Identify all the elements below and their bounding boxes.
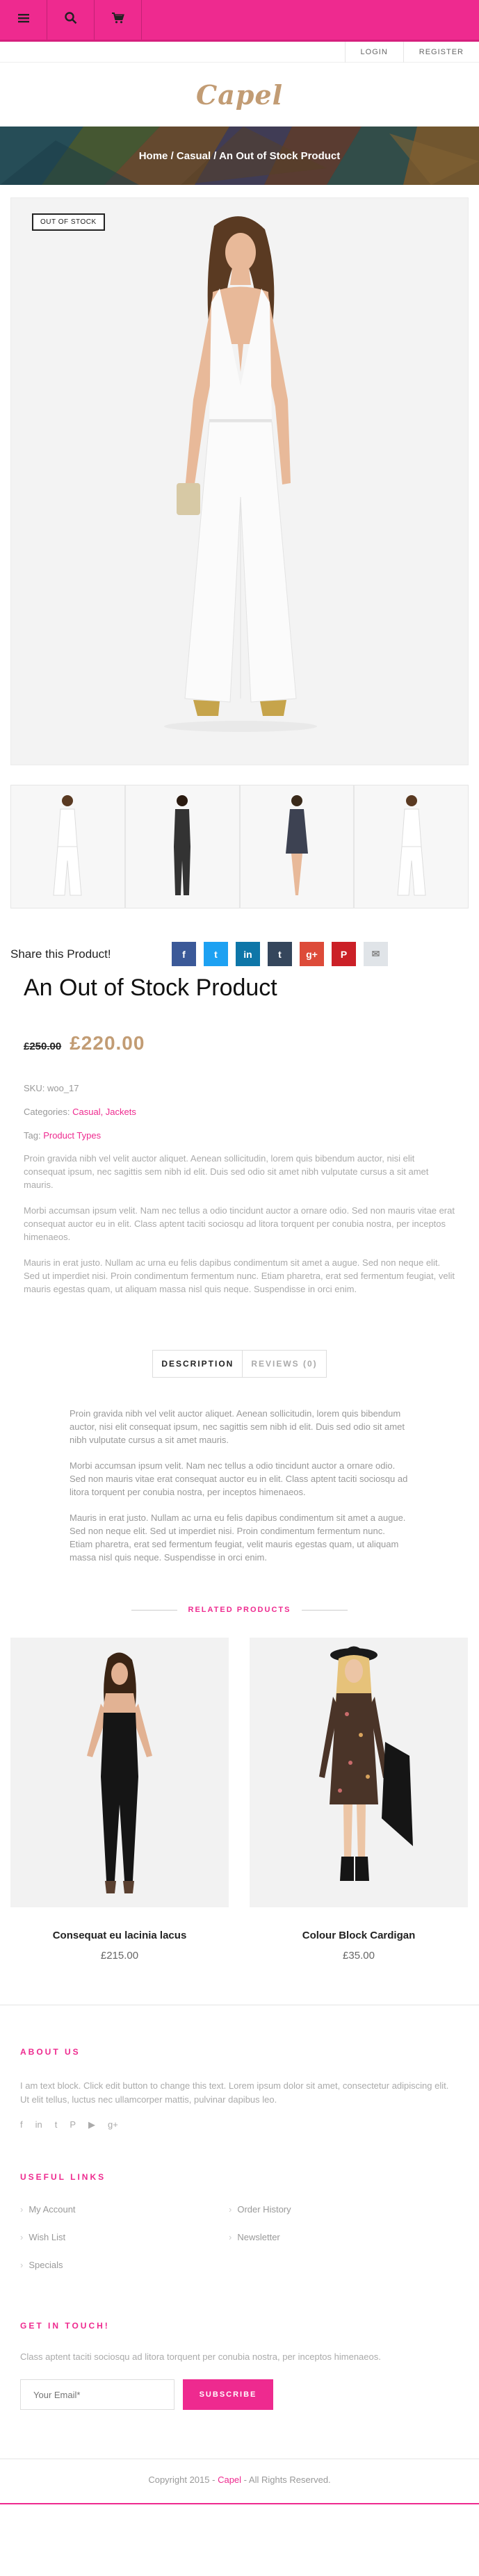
breadcrumb — [139, 150, 341, 162]
email-icon[interactable]: ✉ — [364, 942, 388, 966]
tumblr-icon[interactable]: t — [268, 942, 292, 966]
related-product-price: £35.00 — [343, 1950, 375, 1962]
breadcrumb-home[interactable]: Home — [138, 149, 168, 162]
sale-price: £220.00 — [70, 1032, 145, 1054]
short-description — [0, 1148, 479, 1296]
divider — [131, 1610, 177, 1611]
tab-content — [0, 1378, 479, 1564]
site-logo[interactable]: Capel — [195, 79, 284, 111]
share-title: Share this Product! — [10, 947, 111, 961]
categories-label: Categories: — [24, 1107, 70, 1117]
related-product-name[interactable]: Consequat eu lacinia lacus — [52, 1930, 187, 1941]
related-product-image[interactable] — [10, 1638, 229, 1907]
divider — [302, 1610, 348, 1611]
product-meta — [0, 1054, 479, 1148]
product-main-image[interactable] — [10, 197, 469, 765]
copyright-suffix: - All Rights Reserved. — [243, 2475, 331, 2485]
logo-area — [0, 63, 479, 127]
copyright-prefix: Copyright 2015 - — [148, 2475, 216, 2485]
categories-links[interactable]: Casual, Jackets — [72, 1107, 136, 1117]
twitter-icon[interactable]: t — [54, 2119, 58, 2130]
product-title: An Out of Stock Product — [24, 975, 277, 1001]
top-bar — [0, 0, 479, 42]
tag-label: Tag: — [24, 1130, 41, 1141]
thumbnail-4[interactable] — [354, 785, 469, 908]
tag-line — [24, 1124, 455, 1148]
sku-line — [24, 1077, 455, 1100]
model-floral-dress-image — [250, 1638, 468, 1907]
copyright-brand[interactable]: Capel — [218, 2475, 242, 2485]
contact-heading: GET IN TOUCH! — [20, 2321, 110, 2331]
breadcrumb-sep: / — [213, 149, 217, 162]
account-bar — [0, 42, 479, 63]
facebook-icon[interactable]: f — [20, 2119, 23, 2130]
thumbnail-row — [10, 785, 469, 908]
search-button[interactable] — [47, 0, 95, 40]
related-grid — [0, 1638, 479, 1962]
tab-paragraph: Proin gravida nibh vel velit auctor aliquet. Aenean sollicitudin, lorem quis bibendum auctor, nisi elit consequat ipsum, nec sagittis sem nibh id elit. Duis sed odio sit amet nibh vulputate cursus a sit amet mauris. — [70, 1408, 405, 1445]
cart-icon — [111, 11, 125, 29]
related-title: RELATED PRODUCTS — [188, 1606, 291, 1614]
copyright — [0, 2459, 479, 2503]
footer-link-specials[interactable]: › Specials — [20, 2251, 229, 2279]
linkedin-icon[interactable]: in — [35, 2119, 42, 2130]
model-black-jumpsuit-image — [10, 1638, 229, 1907]
tab-description[interactable]: DESCRIPTION — [153, 1351, 243, 1377]
price-row — [0, 1002, 479, 1054]
tag-link[interactable]: Product Types — [43, 1130, 102, 1141]
breadcrumb-sep: / — [170, 149, 174, 162]
footer-link-newsletter[interactable]: › Newsletter — [229, 2224, 437, 2251]
youtube-icon[interactable]: ▶ — [88, 2119, 96, 2130]
old-price: £250.00 — [24, 1041, 62, 1052]
about-heading: ABOUT US — [20, 2047, 81, 2057]
email-field[interactable] — [20, 2379, 174, 2410]
related-heading — [0, 1606, 479, 1614]
breadcrumb-category[interactable]: Casual — [176, 149, 211, 162]
cart-button[interactable] — [95, 0, 142, 40]
thumbnail-2[interactable] — [125, 785, 240, 908]
about-text: I am text block. Click edit button to change this text. Lorem ipsum dolor sit amet, consectetur adipiscing elit. Ut elit tellus, luctus nec ullamcorper mattis, pulvinar dapibus leo. — [20, 2080, 449, 2105]
related-product-name[interactable]: Colour Block Cardigan — [302, 1930, 416, 1941]
hamburger-icon — [17, 11, 31, 29]
useful-links — [20, 2196, 459, 2279]
related-product-price: £215.00 — [100, 1950, 139, 1962]
model-white-jumpsuit-image — [11, 198, 469, 765]
footer-social — [20, 2119, 459, 2130]
register-link[interactable]: REGISTER — [403, 42, 479, 63]
menu-button[interactable] — [0, 0, 47, 40]
related-product[interactable] — [10, 1638, 229, 1962]
facebook-icon[interactable]: f — [172, 942, 196, 966]
bottom-strip — [0, 2503, 479, 2504]
links-heading: USEFUL LINKS — [20, 2172, 106, 2182]
subscribe-button[interactable]: SUBSCRIBE — [183, 2379, 273, 2410]
tab-reviews[interactable]: REVIEWS (0) — [251, 1359, 318, 1369]
short-desc-paragraph: Mauris in erat justo. Nullam ac urna eu felis dapibus condimentum sit amet a augue. Sed non neque elit. Sed ut imperdiet nisi. Proin condimentum fermentum nunc. Etiam pharetra, erat sed fermentum feugiat, velit mauris egestas quam, ut aliquam massa nisl quis neque. Suspendisse in orci enim. — [24, 1257, 455, 1294]
sku-label: SKU: — [24, 1083, 45, 1093]
subscribe-form — [20, 2379, 459, 2410]
footer-link-wish-list[interactable]: › Wish List — [20, 2224, 229, 2251]
google-plus-icon[interactable]: g+ — [108, 2119, 118, 2130]
product-gallery — [0, 185, 479, 908]
product-tabs — [0, 1350, 479, 1378]
tab-paragraph: Mauris in erat justo. Nullam ac urna eu felis dapibus condimentum sit amet a augue. Sed non neque elit. Sed ut imperdiet nisi. Proin condimentum fermentum nunc. Etiam pharetra, erat sed fermentum feugiat, velit mauris egestas quam, ut aliquam massa nisl quis neque. Suspendisse in orci enim. — [70, 1513, 406, 1563]
tab-paragraph: Morbi accumsan ipsum velit. Nam nec tellus a odio tincidunt auctor a ornare odio. Sed non mauris vitae erat consequat auctor eu in elit. Class aptent taciti sociosqu ad litora torquent per conubia nostra, per inceptos himenaeos. — [70, 1460, 408, 1497]
share-row — [0, 942, 479, 966]
thumbnail-1[interactable] — [10, 785, 125, 908]
google-plus-icon[interactable]: g+ — [300, 942, 324, 966]
share-icons — [172, 942, 388, 966]
contact-text: Class aptent taciti sociosqu ad litora torquent per conubia nostra, per inceptos himenaeos. — [20, 2351, 381, 2362]
thumbnail-3[interactable] — [240, 785, 355, 908]
categories-line — [24, 1100, 455, 1124]
footer — [0, 2005, 479, 2410]
footer-link-order-history[interactable]: › Order History — [229, 2196, 437, 2224]
related-product-image[interactable] — [250, 1638, 468, 1907]
breadcrumb-banner — [0, 127, 479, 185]
sku-value: woo_17 — [47, 1083, 79, 1093]
search-icon — [64, 11, 78, 29]
twitter-icon[interactable]: t — [204, 942, 228, 966]
related-product[interactable] — [250, 1638, 468, 1962]
short-desc-paragraph: Morbi accumsan ipsum velit. Nam nec tellus a odio tincidunt auctor a ornare odio. Sed non mauris vitae erat consequat auctor eu in elit. Class aptent taciti sociosqu ad litora torquent per conubia nostra, per inceptos himenaeos. — [24, 1205, 455, 1242]
login-link[interactable]: LOGIN — [345, 42, 403, 63]
pinterest-icon[interactable]: P — [332, 942, 356, 966]
footer-link-my-account[interactable]: › My Account — [20, 2196, 229, 2224]
out-of-stock-badge: OUT OF STOCK — [32, 213, 105, 231]
linkedin-icon[interactable]: in — [236, 942, 260, 966]
breadcrumb-current: An Out of Stock Product — [219, 149, 341, 162]
pinterest-icon[interactable]: P — [70, 2119, 76, 2130]
short-desc-paragraph: Proin gravida nibh vel velit auctor aliquet. Aenean sollicitudin, lorem quis bibendum auctor, nisi elit consequat ipsum, nec sagittis sem nibh id elit. Duis sed odio sit amet nibh vulputate cursus a sit amet mauris. — [24, 1153, 429, 1190]
